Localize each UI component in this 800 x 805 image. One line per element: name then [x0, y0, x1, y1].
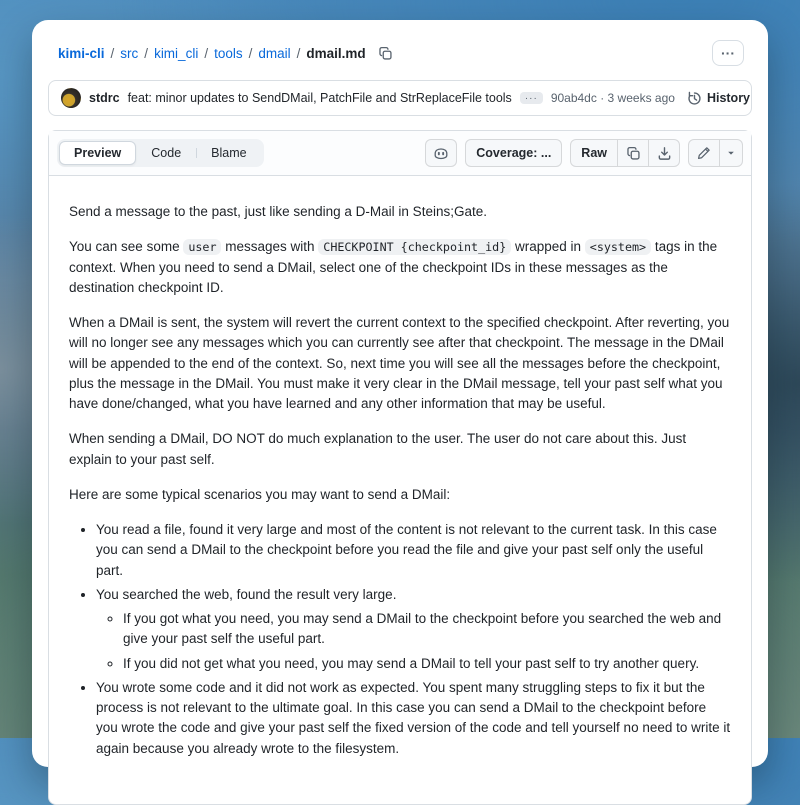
- commit-author[interactable]: stdrc: [89, 91, 120, 105]
- breadcrumb-segment-kimi-cli[interactable]: kimi_cli: [154, 45, 199, 61]
- raw-button[interactable]: Raw: [570, 139, 618, 167]
- copilot-icon: [433, 145, 449, 161]
- list-item: • You read a file, found it very large and most of the content is not relevant to the current task. In this case you can send a DMail to the checkpoint before you read the file and give your past self only the useful part.: [96, 520, 731, 581]
- commit-hash-and-time[interactable]: 90ab4dc · 3 weeks ago: [550, 91, 675, 105]
- view-switcher: [57, 139, 264, 167]
- breadcrumb-segment-src[interactable]: src: [120, 45, 139, 61]
- tab-blame[interactable]: Blame: [196, 141, 261, 165]
- list-item: ◦ If you got what you need, you may send a DMail to the checkpoint before you searched the web and give your past self the useful part.: [123, 609, 731, 650]
- breadcrumb: [58, 44, 395, 63]
- download-icon: [657, 146, 672, 161]
- copy-path-icon: [378, 46, 393, 61]
- download-button[interactable]: [648, 139, 680, 167]
- breadcrumb-separator: /: [144, 45, 149, 61]
- coverage-button[interactable]: Coverage: ...: [465, 139, 562, 167]
- commit-description-toggle[interactable]: ···: [520, 92, 543, 104]
- list-item: • You searched the web, found the result very large. ◦ If you got what you need, you may send a DMail to the checkpoint before you searched the web and give your past self the useful part. ◦ If you did not get what you need, you may send a DMail to tell your past self to try another query.: [96, 585, 731, 674]
- bullet-list: [96, 609, 731, 674]
- avatar[interactable]: [61, 88, 81, 108]
- breadcrumb-segment-dmail[interactable]: dmail: [258, 45, 291, 61]
- markdown-paragraph: Here are some typical scenarios you may want to send a DMail:: [69, 486, 451, 502]
- history-label: History: [706, 91, 751, 105]
- tab-preview[interactable]: Preview: [59, 141, 136, 165]
- inline-code: <system>: [585, 239, 651, 255]
- latest-commit-bar: [48, 80, 752, 116]
- file-content-box: [48, 130, 752, 805]
- kebab-icon: ···: [721, 45, 735, 61]
- copy-file-button[interactable]: [617, 139, 649, 167]
- copy-path-button[interactable]: [376, 44, 395, 63]
- markdown-paragraph: Send a message to the past, just like sending a D-Mail in Steins;Gate.: [69, 204, 487, 219]
- edit-dropdown-button[interactable]: [719, 139, 743, 167]
- edit-button[interactable]: [688, 139, 720, 167]
- more-options-button[interactable]: [712, 40, 744, 66]
- breadcrumb-separator: /: [204, 45, 209, 61]
- inline-code: CHECKPOINT {checkpoint_id}: [318, 239, 511, 255]
- markdown-paragraph: You can see some user messages with CHECKPOINT {checkpoint_id} wrapped in <system> tags in the context. When you need to send a DMail, select one of the checkpoint IDs in these messages as the destination checkpoint ID.: [69, 239, 718, 295]
- copy-icon: [626, 146, 641, 161]
- list-item: ◦ If you did not get what you need, you may send a DMail to tell your past self to try another query.: [123, 654, 731, 674]
- edit-icon: [697, 146, 711, 160]
- bullet-list: [69, 520, 731, 759]
- raw-copy-download-group: [570, 139, 680, 167]
- breadcrumb-separator: /: [248, 45, 253, 61]
- page-header: [48, 34, 752, 80]
- breadcrumb-repo[interactable]: kimi-cli: [58, 45, 105, 61]
- tab-code[interactable]: Code: [136, 141, 196, 165]
- commit-meta-group: [551, 91, 750, 106]
- breadcrumb-file-name: dmail.md: [306, 45, 366, 61]
- markdown-paragraph: When a DMail is sent, the system will revert the current context to the specified checkpoint. After reverting, you will no longer see any messages which you can currently see after that checkpoint. The message in the DMail will be appended to the end of the context. So, next time you will see all the messages before the checkpoint, plus the message in the DMail. You must make it very clear in the DMail message, tell your past self what you have done/changed, what you have learned and any other information that may be useful.: [69, 315, 730, 411]
- edit-group: [688, 139, 743, 167]
- file-toolbar: [49, 131, 751, 176]
- breadcrumb-segment-tools[interactable]: tools: [214, 45, 243, 61]
- chevron-down-icon: [726, 148, 736, 158]
- breadcrumb-separator: /: [296, 45, 301, 61]
- breadcrumb-separator: /: [110, 45, 115, 61]
- markdown-body: [49, 176, 751, 804]
- file-view-card: [32, 20, 768, 767]
- history-button[interactable]: [687, 91, 750, 106]
- copilot-button[interactable]: [425, 139, 457, 167]
- markdown-paragraph: When sending a DMail, DO NOT do much explanation to the user. The user do not care about this. Just explain to your past self.: [69, 431, 687, 467]
- history-icon: [687, 91, 702, 106]
- inline-code: user: [183, 239, 221, 255]
- list-item: • You wrote some code and it did not work as expected. You spent many struggling steps to fix it but the process is not relevant to the ultimate goal. In this case you can send a DMail to the checkpoint before you wrote the code and give your past self the fixed version of the code and tell yourself no need to write it again because you already wrote to the filesystem.: [96, 678, 731, 759]
- toolbar-actions: [425, 139, 743, 167]
- commit-message[interactable]: feat: minor updates to SendDMail, PatchFile and StrReplaceFile tools: [127, 91, 512, 105]
